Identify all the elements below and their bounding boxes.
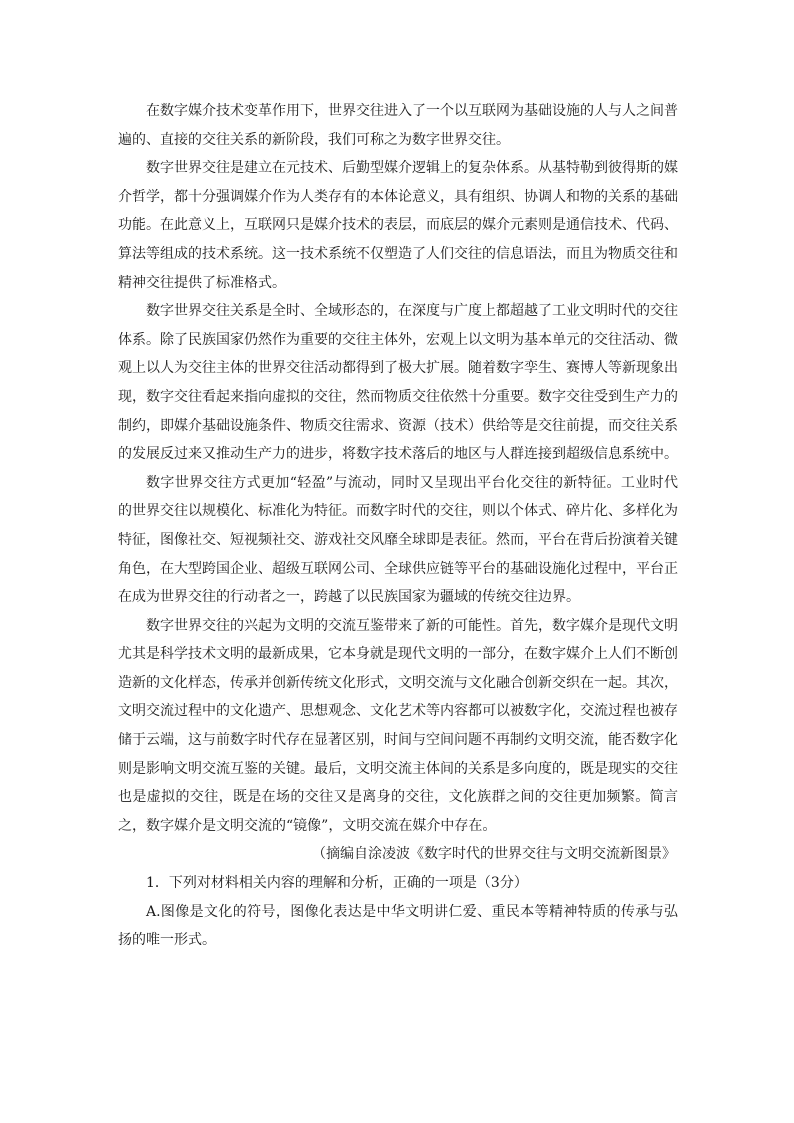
article-paragraph-1: 在数字媒介技术变革作用下，世界交往进入了一个以互联网为基础设施的人与人之间普遍的、直接的交往关系的新阶段，我们可称之为数字世界交往。 [118, 103, 678, 148]
article-source: （摘编自涂凌波《数字时代的世界交往与文明交流新图景》 [312, 846, 676, 863]
article-paragraph-2: 数字世界交往是建立在元技术、后勤型媒介逻辑上的复杂体系。从基特勒到彼得斯的媒介哲学，都十分强调媒介作为人类存有的本体论意义，具有组织、协调人和物的关系的基础功能。在此意义上，互联网只是媒介技术的表层，而底层的媒介元素则是通信技术、代码、算法等组成的技术系统。这一技术系统不仅塑造了人们交往的信息语法，而且为物质交往和精神交往提供了标准格式。 [118, 160, 678, 291]
article-paragraph-3: 数字世界交往关系是全时、全域形态的，在深度与广度上都超越了工业文明时代的交往体系。除了民族国家仍然作为重要的交往主体外，宏观上以文明为基本单元的交往活动、微观上以人为交往主体的世界交往活动都得到了极大扩展。随着数字孪生、赛博人等新现象出现，数字交往看起来指向虚拟的交往，然而物质交往依然十分重要。数字交往受到生产力的制约，即媒介基础设施条件、物质交往需求、资源（技术）供给等是交往前提，而交往关系的发展反过来又推动生产力的进步，将数字技术落后的地区与人群连接到超级信息系统中。 [118, 303, 678, 463]
document-page [118, 97, 678, 955]
article-paragraph-4: 数字世界交往方式更加“轻盈”与流动，同时又呈现出平台化交往的新特征。工业时代的世界交往以规模化、标准化为特征。而数字时代的交往，则以个体式、碎片化、多样化为特征，图像社交、短视频社交、游戏社交风靡全球即是表征。然而，平台在背后扮演着关键角色，在大型跨国企业、超级互联网公司、全球供应链等平台的基础设施化过程中，平台正在成为世界交往的行动者之一，跨越了以民族国家为疆域的传统交往边界。 [118, 474, 678, 606]
question-option-a: A.图像是文化的符号，图像化表达是中华文明讲仁爱、重民本等精神特质的传承与弘扬的唯一形式。 [118, 903, 678, 949]
article-paragraph-5: 数字世界交往的兴起为文明的交流互鉴带来了新的可能性。首先，数字媒介是现代文明尤其是科学技术文明的最新成果，它本身就是现代文明的一部分，在数字媒介上人们不断创造新的文化样态，传承并创新传统文化形式，文明交流与文化融合创新交织在一起。其次，文明交流过程中的文化遗产、思想观念、文化艺术等内容都可以被数字化，交流过程也被存储于云端，这与前数字时代存在显著区别，时间与空间问题不再制约文明交流，能否数字化则是影响文明交流互鉴的关键。最后，文明交流主体间的关系是多向度的，既是现实的交往也是虚拟的交往，既是在场的交往又是离身的交往，文化族群之间的交往更加频繁。简言之，数字媒介是文明交流的“镜像”，文明交流在媒介中存在。 [118, 617, 678, 834]
question-stem: 1．下列对材料相关内容的理解和分析，正确的一项是（3分） [146, 875, 528, 892]
